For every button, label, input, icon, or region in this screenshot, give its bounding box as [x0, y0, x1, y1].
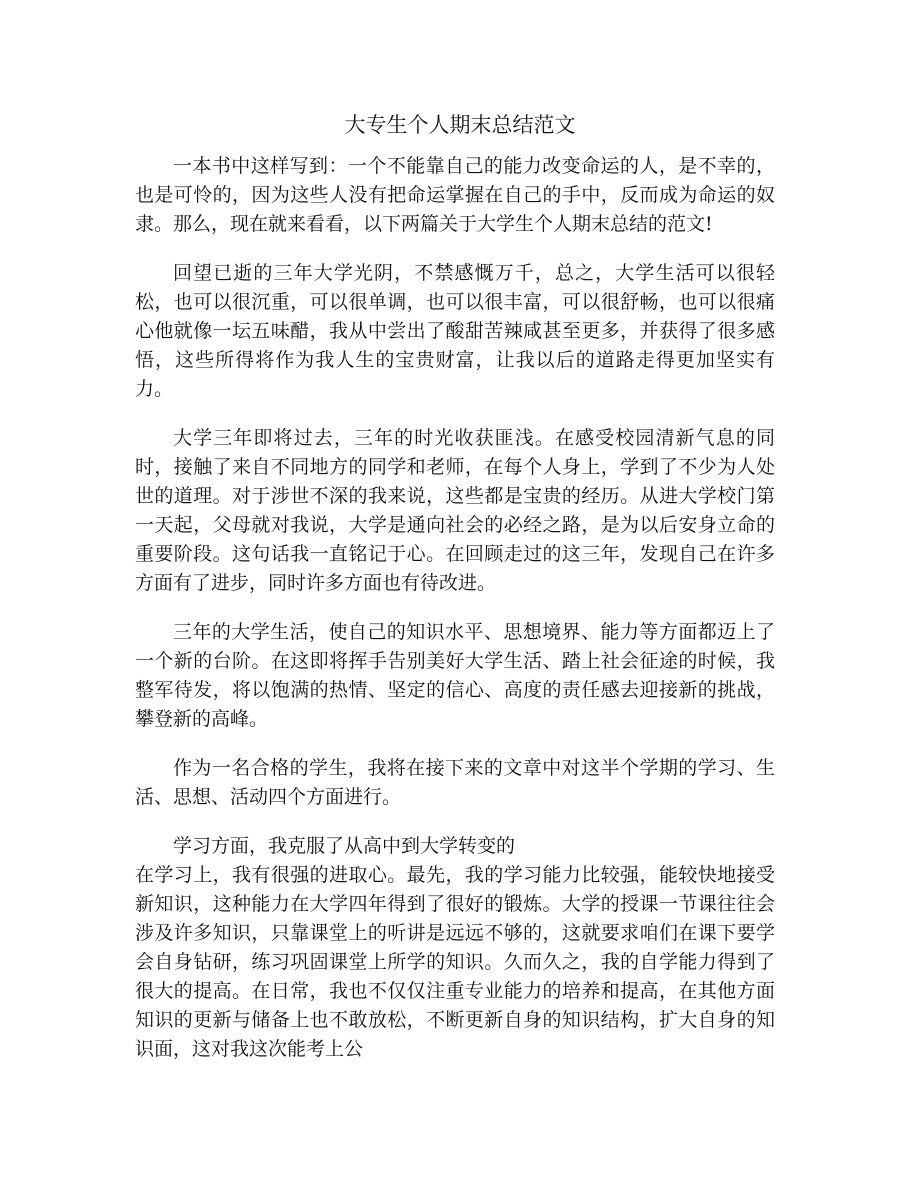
paragraph-progress: 三年的大学生活，使自己的知识水平、思想境界、能力等方面都迈上了一个新的台阶。在这即将挥手告别美好大学生活、踏上社会征途的时候，我整军待发，将以饱满的热情、坚定的信心、高度的责任感去迎接新的挑战，攀登新的高峰。 — [135, 621, 775, 730]
paragraph-intro: 一本书中这样写到：一个不能靠自己的能力改变命运的人，是不幸的，也是可怜的，因为这些人没有把命运掌握在自己的手中，反而成为命运的奴隶。那么，现在就来看看，以下两篇关于大学生个人期末总结的范文! — [135, 155, 775, 235]
document-title: 大专生个人期末总结范文 — [344, 113, 576, 137]
paragraph-three-years: 大学三年即将过去，三年的时光收获匪浅。在感受校园清新气息的同时，接触了来自不同地方的同学和老师，在每个人身上，学到了不少为人处世的道理。对于涉世不深的我来说，这些都是宝贵的经历。从进大学校门第一天起，父母就对我说，大学是通向社会的必经之路，是为以后安身立命的重要阶段。这句话我一直铭记于心。在回顾走过的这三年，发现自己在许多方面有了进步，同时许多方面也有待改进。 — [135, 427, 775, 594]
paragraph-overview: 作为一名合格的学生，我将在接下来的文章中对这半个学期的学习、生活、思想、活动四个方面进行。 — [135, 757, 775, 808]
paragraph-study: 在学习上，我有很强的进取心。最先，我的学习能力比较强，能较快地接受新知识，这种能力在大学四年得到了很好的锻炼。大学的授课一节课往往会涉及许多知识，只靠课堂上的听讲是远远不够的，这就要求咱们在课下要学会自身钻研，练习巩固课堂上所学的知识。久而久之，我的自学能力得到了很大的提高。在日常，我也不仅仅注重专业能力的培养和提高，在其他方面知识的更新与储备上也不敢放松，不断更新自身的知识结构，扩大自身的知识面，这对我这次能考上公 — [135, 864, 775, 1060]
document-body — [135, 152, 775, 1064]
paragraph-reflection: 回望已逝的三年大学光阴，不禁感慨万千，总之，大学生活可以很轻松，也可以很沉重，可以很单调，也可以很丰富，可以很舒畅，也可以很痛心他就像一坛五味醋，我从中尝出了酸甜苦辣咸甚至更多，并获得了很多感悟，这些所得将作为我人生的宝贵财富，让我以后的道路走得更加坚实有力。 — [135, 262, 775, 400]
paragraph-study-heading: 学习方面，我克服了从高中到大学转变的 — [173, 835, 516, 857]
